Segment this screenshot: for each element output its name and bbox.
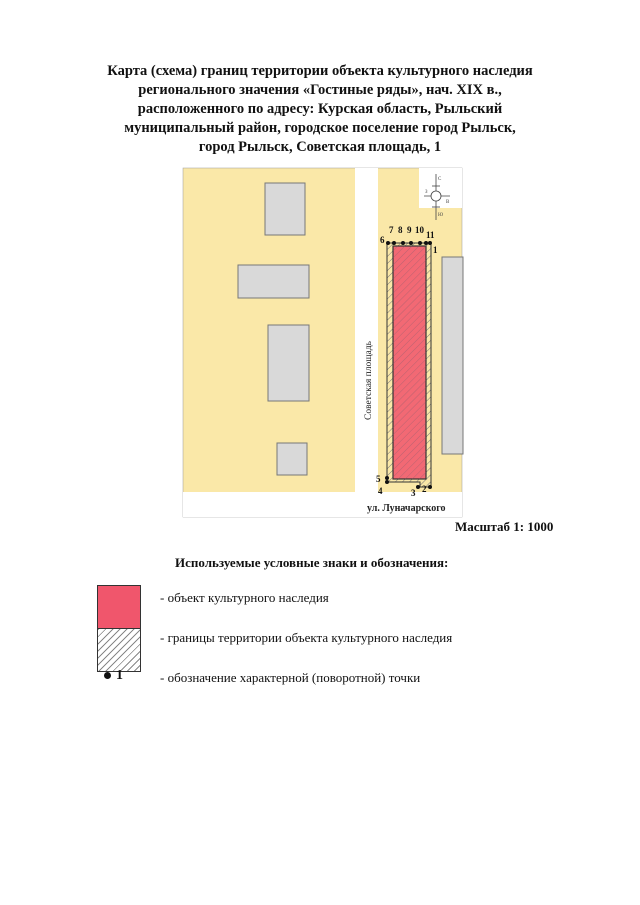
building	[265, 183, 305, 235]
compass-north-label: С	[438, 177, 442, 182]
title-line: регионального значения «Гостиные ряды», нач. XIX в.,	[138, 82, 502, 98]
point-label: 1	[433, 245, 438, 255]
point-label: 3	[411, 488, 416, 498]
legend-point-label: - обозначение характерной (поворотной) точки	[160, 670, 421, 685]
legend-object-label: - объект культурного наследия	[160, 590, 329, 605]
characteristic-point	[392, 241, 396, 245]
characteristic-point	[401, 241, 405, 245]
characteristic-point	[416, 485, 420, 489]
point-label: 11	[426, 230, 435, 240]
point-label: 2	[422, 484, 427, 494]
legend-point-number: 1	[116, 668, 123, 683]
point-label: 7	[389, 225, 394, 235]
compass-west-label: З	[425, 190, 428, 195]
building	[238, 265, 309, 298]
building	[268, 325, 309, 401]
point-label: 5	[376, 474, 381, 484]
characteristic-point	[409, 241, 413, 245]
street-top-right	[419, 168, 462, 208]
legend-boundary-label: - границы территории объекта культурного наследия	[160, 630, 453, 645]
characteristic-point	[424, 241, 428, 245]
compass-south-label: Ю	[438, 213, 444, 218]
title-line: город Рыльск, Советская площадь, 1	[198, 139, 442, 155]
heritage-object-hatch	[393, 246, 426, 479]
characteristic-point	[385, 480, 389, 484]
street-label-horizontal: ул. Луначарского	[367, 503, 446, 514]
legend-object-swatch	[97, 585, 141, 629]
street-label-vertical: Советская площадь	[364, 341, 374, 420]
point-label: 6	[380, 235, 385, 245]
characteristic-point	[385, 476, 389, 480]
legend-boundary-swatch	[97, 628, 141, 672]
legend-title: Используемые условные знаки и обозначения:	[175, 555, 449, 570]
point-label: 8	[398, 225, 403, 235]
point-dot-icon	[104, 672, 111, 679]
title-line: Карта (схема) границ территории объекта культурного наследия	[107, 63, 533, 79]
point-label: 9	[407, 225, 412, 235]
street-vertical	[355, 168, 378, 498]
building	[442, 257, 463, 454]
point-label: 10	[415, 225, 424, 235]
title-line: расположенного по адресу: Курская область, Рыльский	[137, 101, 503, 117]
compass-east-label: В	[446, 200, 450, 205]
characteristic-point	[386, 241, 390, 245]
characteristic-point	[428, 485, 432, 489]
characteristic-point	[418, 241, 422, 245]
building	[277, 443, 307, 475]
map-scale: Масштаб 1: 1000	[455, 519, 554, 534]
point-label: 4	[378, 486, 383, 496]
legend-point-symbol	[104, 668, 123, 684]
title-line: муниципальный район, городское поселение город Рыльск,	[124, 120, 516, 136]
characteristic-point	[428, 241, 432, 245]
